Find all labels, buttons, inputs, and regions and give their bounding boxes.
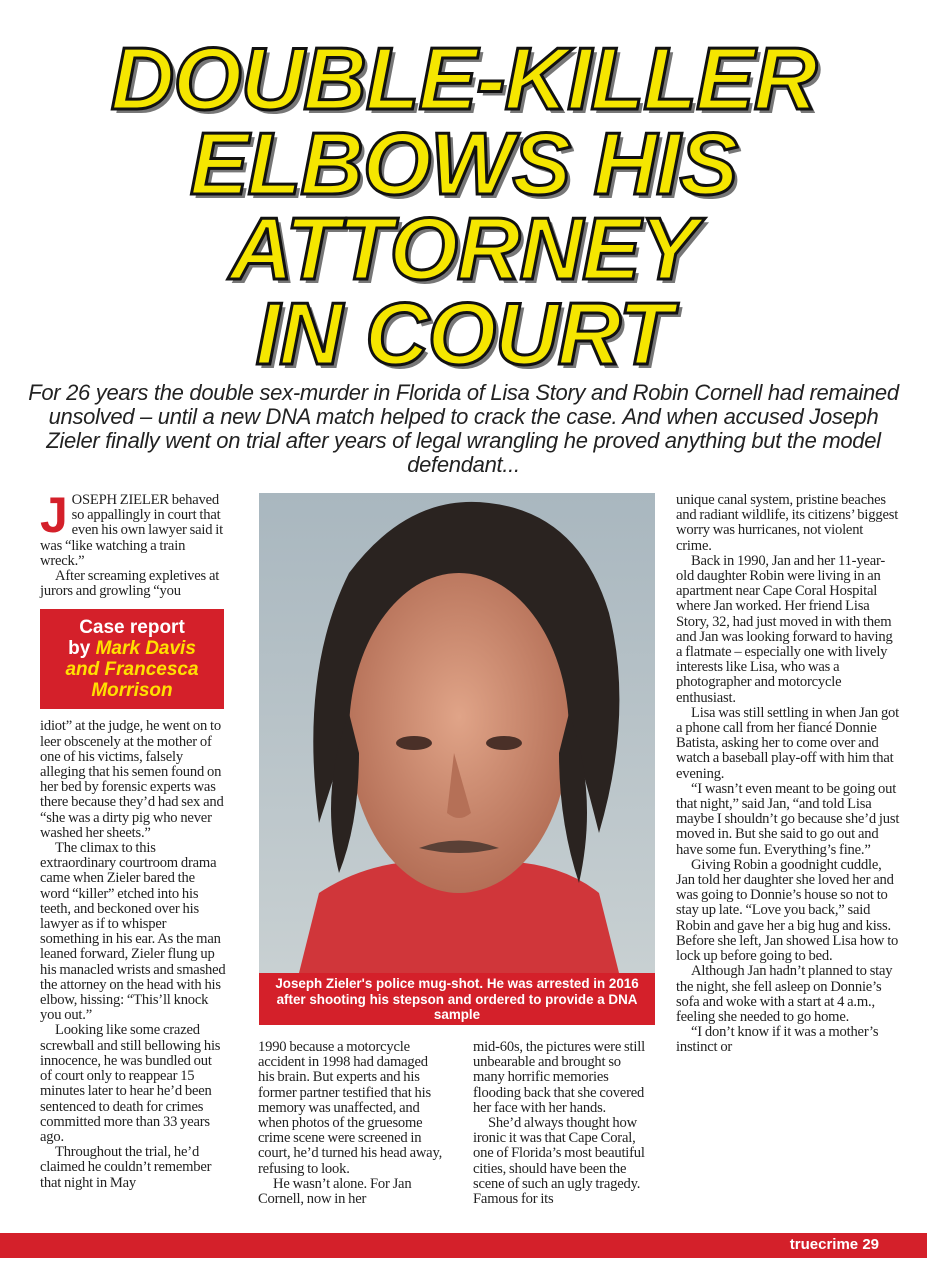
paragraph: “I wasn’t even meant to be going out that night,” said Jan, “and told Lisa maybe I shouldn’t go because she’d just moved in. But she said to go out and have some fun. Everything’s fine.” xyxy=(676,780,900,858)
paragraph: idiot” at the judge, he went on to leer obscenely at the mother of one of his victims, falsely alleging that his semen found on her bed by forensic experts was there because they’d had sex and “she was a dirty pig who never washed her sheets.” xyxy=(40,718,224,841)
headline-line: DOUBLE-KILLER xyxy=(110,29,817,128)
page-number: 29 xyxy=(862,1236,879,1253)
paragraph: Back in 1990, Jan and her 11-year-old daughter Robin were living in an apartment near Cape Coral Hospital where Jan worked. Her friend Lisa Story, 32, had just moved in with them and Jan was looking forward to having a flatmate – especially one with lively interests like Lisa, who was a photographer and motorcycle enthusiast. xyxy=(676,552,893,706)
paragraph: Although Jan hadn’t planned to stay the night, she fell asleep on Donnie’s sofa and woke with a start at 4 a.m., feeling she needed to go home. xyxy=(676,963,893,1025)
paragraph: Lisa was still settling in when Jan got a phone call from her fiancé Donnie Batista, asking her to come over and watch a baseball play-off with him that evening. xyxy=(676,704,899,782)
byline-by: by xyxy=(68,638,91,660)
paragraph: He wasn’t alone. For Jan Cornell, now in her xyxy=(258,1175,412,1208)
headline-line: ATTORNEY xyxy=(229,199,698,298)
paragraph: unique canal system, pristine beaches and radiant wildlife, its citizens’ biggest worry was hurricanes, not violent crime. xyxy=(676,492,899,554)
drop-cap: J xyxy=(40,487,68,543)
paragraph: “I don’t know if it was a mother’s instinct or xyxy=(676,1024,879,1056)
paragraph: The climax to this extraordinary courtroom drama came when Zieler bared the word “killer” etched into his teeth, and beckoned over his lawyer as if to whisper something in his ear. As the man leaned forward, Zieler flung up his manacled wrists and smashed the attorney on the head with his elbow, hissing: “This’ll knock you out.” xyxy=(40,840,226,1024)
headline xyxy=(0,29,927,383)
byline-box xyxy=(40,609,224,709)
magazine-name: truecrime xyxy=(789,1236,859,1253)
headline-line: ELBOWS HIS xyxy=(189,114,738,213)
page-footer xyxy=(0,1233,927,1258)
paragraph: After screaming expletives at jurors and growling “you xyxy=(40,568,220,600)
article-column-3 xyxy=(473,1040,651,1207)
paragraph: Giving Robin a goodnight cuddle, Jan told her daughter she loved her and was going to Donnie’s house so not to stay up late. “Love you back,” said Robin and gave her a big hug and kiss. Before she left, Jan showed Lisa how to lock up before going to bed. xyxy=(676,856,899,965)
paragraph: Throughout the trial, he’d claimed he couldn’t remember that night in May xyxy=(40,1144,212,1191)
headline-line: IN COURT xyxy=(255,284,672,383)
paragraph: 1990 because a motorcycle accident in 1998 had damaged his brain. But experts and his former partner testified that his memory was unaffected, and when photos of the gruesome crime scene were screened in court, he’d turned his head away, refusing to look. xyxy=(258,1039,443,1177)
photo-caption: Joseph Zieler's police mug-shot. He was arrested in 2016 after shooting his stepson and ordered to provide a DNA sample xyxy=(259,973,655,1025)
article-column-4 xyxy=(676,493,900,1056)
standfirst: For 26 years the double sex-murder in Florida of Lisa Story and Robin Cornell had remained unsolved – until a new DNA match helped to crack the case. And when accused Joseph Zieler finally went on trial after years of legal wrangling he proved anything but the model defendant... xyxy=(28,380,899,477)
paragraph: She’d always thought how ironic it was that Cape Coral, one of Florida’s most beautiful cities, should have been the scene of such an ugly tragedy. Famous for its xyxy=(473,1115,645,1208)
byline-and: and xyxy=(65,659,100,681)
author-name: Mark Davis xyxy=(95,638,196,660)
paragraph: Looking like some crazed screwball and still bellowing his innocence, he was bundled out of court only to reappear 15 minutes later to hear he’d been sentenced to death for crimes committed more than 33 years ago. xyxy=(40,1022,221,1145)
byline-label: Case report xyxy=(79,617,185,639)
paragraph: mid-60s, the pictures were still unbearable and brought so many horrific memories flooding back that she covered her face with her hands. xyxy=(473,1039,645,1116)
paragraph: OSEPH ZIELER behaved so appallingly in court that even his own lawyer said it was “like watching a train wreck.” xyxy=(40,492,223,569)
article-column-2 xyxy=(258,1040,443,1207)
article-column-1 xyxy=(40,487,226,1191)
author-name: Francesca Morrison xyxy=(91,659,199,702)
mugshot-photo xyxy=(259,493,655,973)
